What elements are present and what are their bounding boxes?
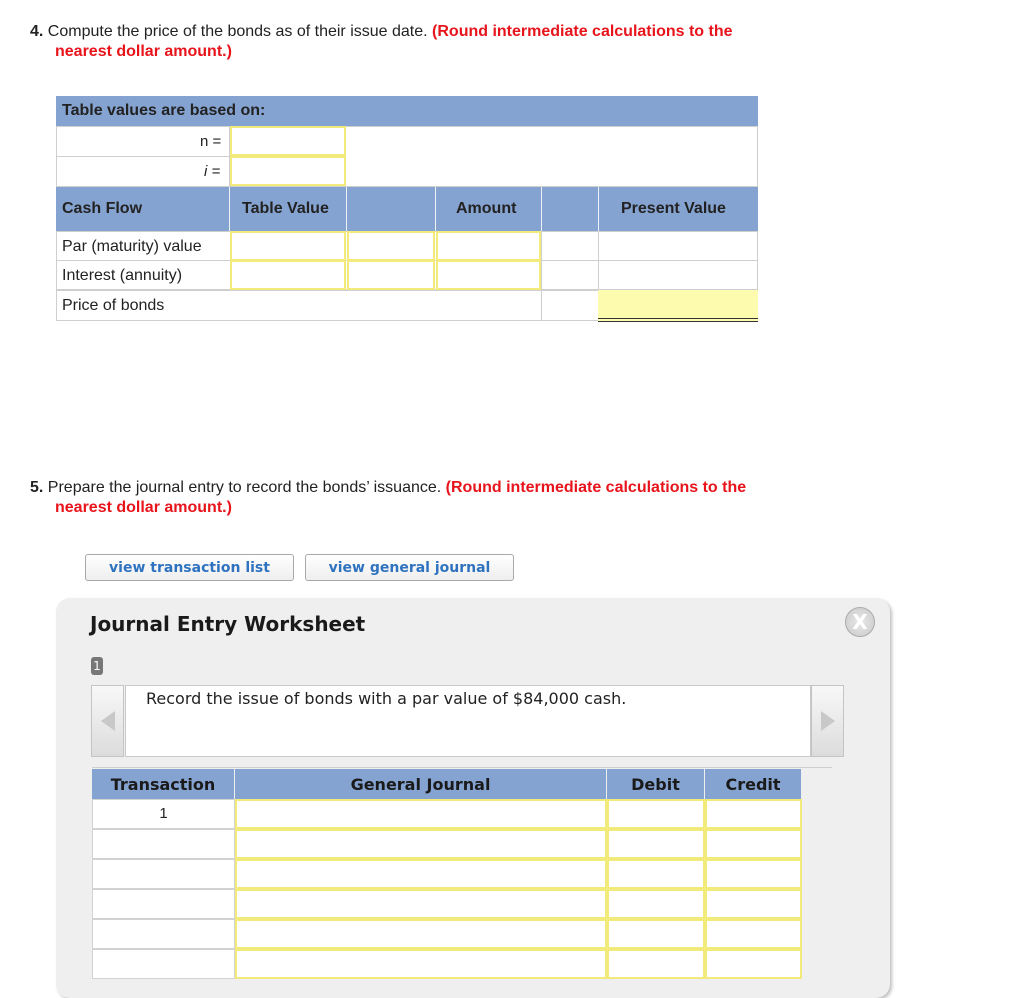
n-label: n = [200, 133, 222, 150]
n-input[interactable] [230, 126, 346, 156]
credit-input[interactable] [705, 949, 802, 979]
close-icon[interactable]: X [845, 607, 875, 637]
journal-row [92, 859, 802, 889]
question-4-instruction-line1: (Round intermediate calculations to the [432, 23, 733, 40]
table-value-header: Table Value [242, 200, 329, 217]
table-cell [541, 290, 599, 321]
account-input[interactable] [235, 889, 607, 919]
transaction-cell [92, 859, 235, 889]
debit-input[interactable] [607, 829, 705, 859]
transaction-number: 1 [92, 799, 235, 829]
i-label: i = [204, 163, 221, 180]
table-basis-label: Table values are based on: [62, 102, 266, 119]
header-divider [598, 187, 599, 231]
transaction-cell [92, 919, 235, 949]
transaction-description: Record the issue of bonds with a par value of $84,000 cash. [146, 689, 627, 708]
transaction-column-header: Transaction [92, 769, 235, 799]
price-of-bonds-label: Price of bonds [62, 297, 165, 314]
account-input[interactable] [235, 949, 607, 979]
question-5-number: 5. [30, 479, 44, 496]
par-value-label: Par (maturity) value [62, 238, 202, 255]
question-5-text: Prepare the journal entry to record the bonds’ issuance. [47, 479, 442, 496]
debit-input[interactable] [607, 949, 705, 979]
next-arrow-button[interactable] [811, 685, 844, 757]
debit-input[interactable] [607, 889, 705, 919]
credit-input[interactable] [705, 889, 802, 919]
view-transaction-list-button[interactable]: view transaction list [85, 554, 294, 581]
journal-row [92, 799, 802, 829]
journal-row [92, 829, 802, 859]
interest-table-value-input[interactable] [230, 260, 346, 290]
credit-input[interactable] [705, 859, 802, 889]
account-input[interactable] [235, 829, 607, 859]
question-4-text: Compute the price of the bonds as of their issue date. [47, 23, 428, 40]
journal-row [92, 919, 802, 949]
interest-amount-input[interactable] [436, 260, 541, 290]
i-input[interactable] [230, 156, 346, 186]
interest-label: Interest (annuity) [62, 267, 183, 284]
transaction-cell [92, 889, 235, 919]
credit-input[interactable] [705, 919, 802, 949]
left-arrow-icon [100, 710, 116, 732]
view-general-journal-button[interactable]: view general journal [305, 554, 514, 581]
present-value-header: Present Value [621, 200, 726, 217]
account-input[interactable] [235, 799, 607, 829]
account-input[interactable] [235, 859, 607, 889]
interest-table-value-input-2[interactable] [347, 260, 435, 290]
cash-flow-header: Cash Flow [62, 200, 143, 217]
par-table-value-input-2[interactable] [347, 231, 435, 261]
question-5 [30, 478, 850, 518]
par-amount-input[interactable] [436, 231, 541, 261]
transaction-cell [92, 949, 235, 979]
worksheet-title: Journal Entry Worksheet [90, 612, 366, 636]
credit-column-header: Credit [705, 769, 802, 799]
header-divider [541, 187, 542, 231]
question-4-instruction-line2: nearest dollar amount.) [55, 43, 232, 60]
header-divider [229, 187, 230, 231]
previous-arrow-button[interactable] [91, 685, 124, 757]
present-value-table [56, 96, 758, 322]
journal-entry-worksheet [56, 598, 890, 998]
credit-input[interactable] [705, 829, 802, 859]
question-4-number: 4. [30, 23, 44, 40]
debit-column-header: Debit [607, 769, 705, 799]
journal-row [92, 889, 802, 919]
divider [92, 767, 832, 768]
price-of-bonds-total [598, 290, 758, 322]
table-cell [541, 260, 599, 290]
account-input[interactable] [235, 919, 607, 949]
amount-header: Amount [456, 200, 517, 217]
debit-input[interactable] [607, 859, 705, 889]
journal-row [92, 949, 802, 979]
debit-input[interactable] [607, 799, 705, 829]
page-number-badge: 1 [91, 657, 103, 675]
general-journal-column-header: General Journal [235, 769, 607, 799]
transaction-cell [92, 829, 235, 859]
par-present-value-cell [598, 231, 758, 261]
credit-input[interactable] [705, 799, 802, 829]
debit-input[interactable] [607, 919, 705, 949]
question-5-instruction-line1: (Round intermediate calculations to the [445, 479, 747, 496]
table-cell [541, 231, 599, 261]
header-divider [435, 187, 436, 231]
question-4 [30, 22, 850, 62]
transaction-description-box [125, 685, 811, 757]
par-table-value-input[interactable] [230, 231, 346, 261]
right-arrow-icon [820, 710, 836, 732]
header-divider [346, 187, 347, 231]
question-5-instruction-line2: nearest dollar amount.) [55, 499, 232, 516]
interest-present-value-cell [598, 260, 758, 290]
